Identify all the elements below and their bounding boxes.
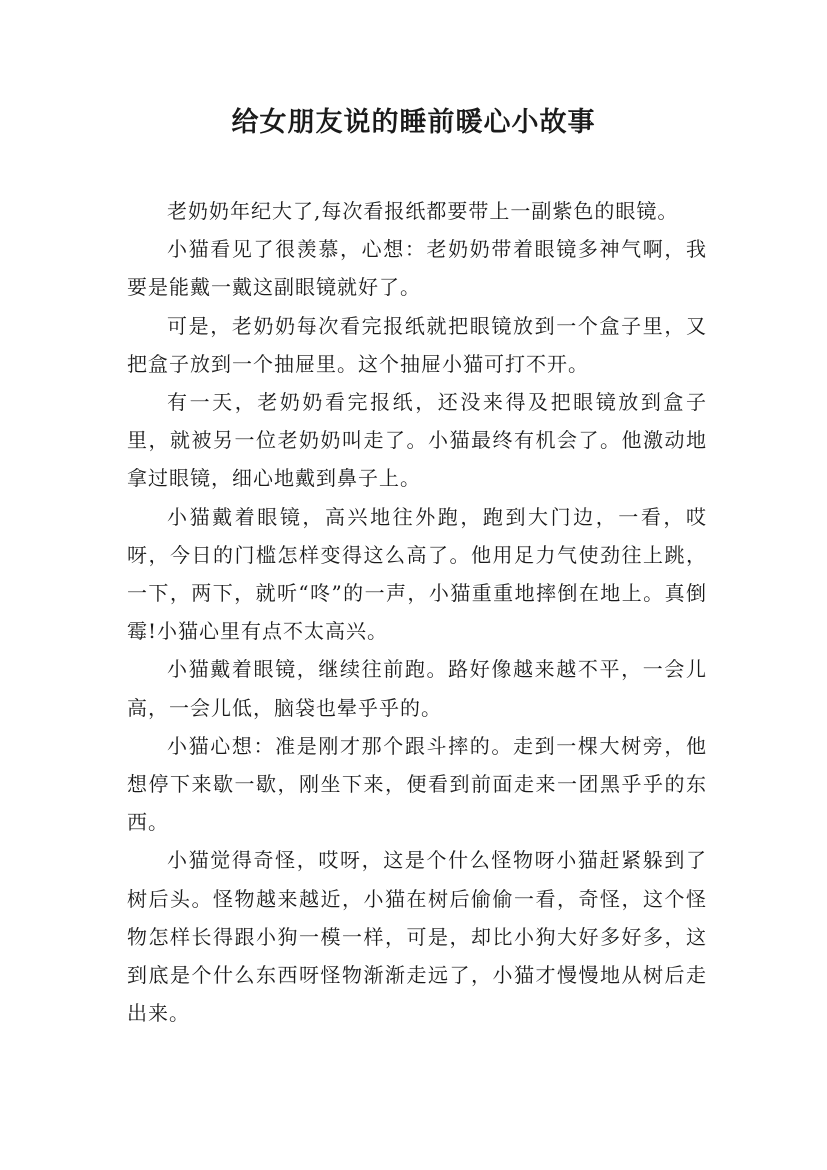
document-body bbox=[127, 192, 707, 1032]
paragraph: 有一天，老奶奶看完报纸，还没来得及把眼镜放到盒子里，就被另一位老奶奶叫走了。小猫最终有机会了。他激动地拿过眼镜，细心地戴到鼻子上。 bbox=[127, 390, 707, 491]
paragraph: 小猫心想：准是刚才那个跟斗摔的。走到一棵大树旁，他想停下来歇一歇，刚坐下来，便看到前面走来一团黑乎乎的东西。 bbox=[127, 733, 707, 835]
paragraph: 可是，老奶奶每次看完报纸就把眼镜放到一个盒子里，又把盒子放到一个抽屉里。这个抽屉小猫可打不开。 bbox=[127, 313, 707, 376]
paragraph: 小猫觉得奇怪，哎呀，这是个什么怪物呀小猫赶紧躲到了树后头。怪物越来越近，小猫在树后偷偷一看，奇怪，这个怪物怎样长得跟小狗一模一样，可是，却比小狗大好多好多，这到底是个什么东西呀怪物渐渐走远了，小猫才慢慢地从树后走出来。 bbox=[127, 848, 707, 1026]
document-title: 给女朋友说的睡前暖心小故事 bbox=[231, 107, 596, 138]
paragraph: 小猫戴着眼镜，高兴地往外跑，跑到大门边，一看，哎呀，今日的门槛怎样变得这么高了。他用足力气使劲往上跳，一下，两下，就听“咚”的一声，小猫重重地摔倒在地上。真倒霉!小猫心里有点不太高兴。 bbox=[127, 504, 707, 644]
paragraph: 老奶奶年纪大了,每次看报纸都要带上一副紫色的眼镜。 bbox=[167, 199, 679, 223]
paragraph: 小猫戴着眼镜，继续往前跑。路好像越来越不平，一会儿高，一会儿低，脑袋也晕乎乎的。 bbox=[127, 657, 707, 720]
paragraph: 小猫看见了很羡慕，心想：老奶奶带着眼镜多神气啊，我要是能戴一戴这副眼镜就好了。 bbox=[127, 237, 707, 300]
